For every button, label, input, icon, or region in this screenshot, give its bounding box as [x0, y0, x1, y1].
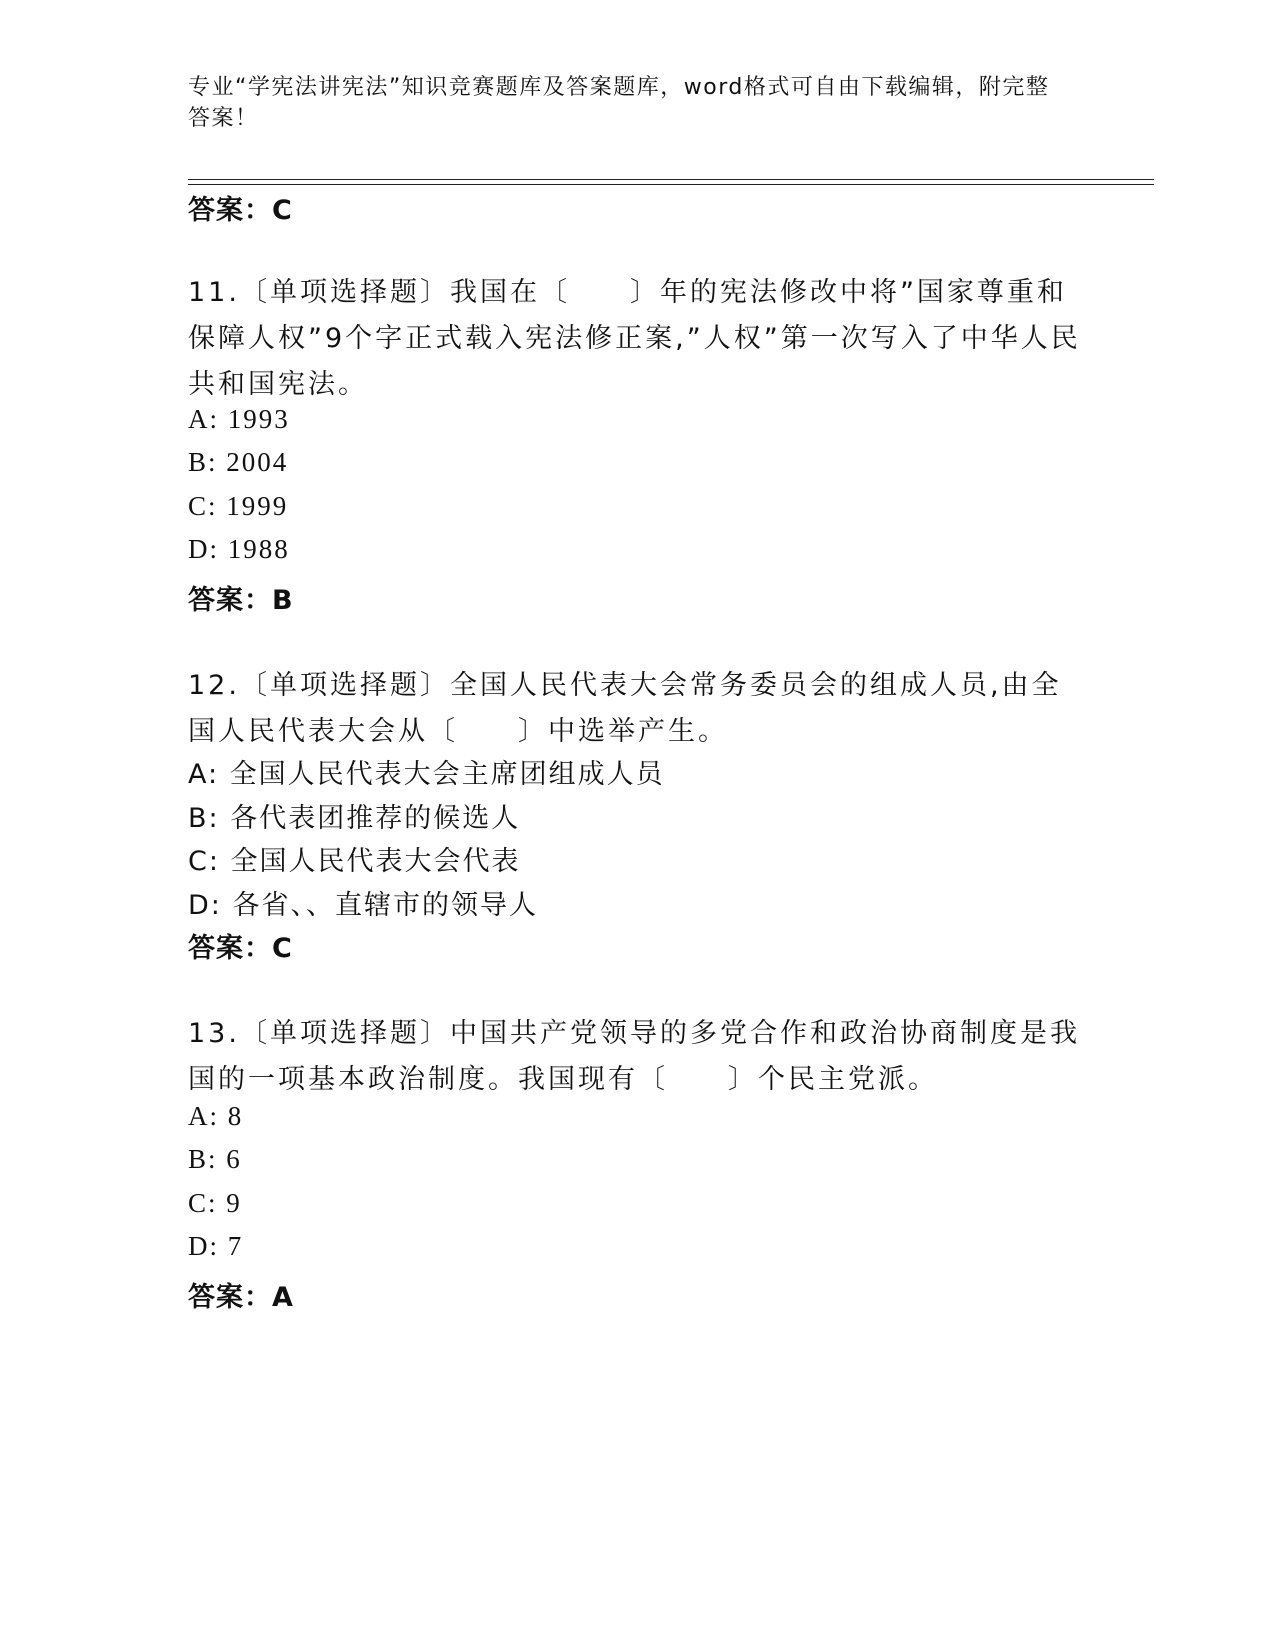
option-c: C: 9: [188, 1188, 242, 1218]
question-text: 11.〔单项选择题〕我国在〔 〕年的宪法修改中将”国家尊重和保障人权”9个字正式载入宪法修正案,”人权”第一次写入了中华人民共和国宪法。: [188, 277, 1081, 400]
option-d: D: 7: [188, 1231, 244, 1261]
answer-line: 答案：C: [188, 195, 293, 226]
option-d: D: 1988: [188, 534, 290, 564]
option-c: C: 全国人民代表大会代表: [188, 846, 521, 877]
header-rule-bottom: [188, 184, 1154, 185]
option-b: B: 各代表团推荐的候选人: [188, 803, 521, 834]
option-a: A: 1993: [188, 404, 290, 434]
answer-line: 答案：B: [188, 585, 294, 616]
document-header: 专业“学宪法讲宪法”知识竞赛题库及答案题库，word格式可自由下载编辑，附完整答案！: [188, 75, 1050, 131]
option-b: B: 2004: [188, 447, 289, 477]
question-text: 12.〔单项选择题〕全国人民代表大会常务委员会的组成人员,由全国人民代表大会从〔 〕中选举产生。: [188, 670, 1062, 747]
option-a: A: 全国人民代表大会主席团组成人员: [188, 759, 665, 790]
answer-line: 答案：C: [188, 933, 293, 964]
answer-line: 答案：A: [188, 1282, 294, 1313]
option-c: C: 1999: [188, 491, 289, 521]
option-a: A: 8: [188, 1101, 244, 1131]
option-d: D: 各省、、直辖市的领导人: [188, 890, 538, 921]
question-text: 13.〔单项选择题〕中国共产党领导的多党合作和政治协商制度是我国的一项基本政治制度。我国现有〔 〕个民主党派。: [188, 1018, 1080, 1095]
header-rule-top: [188, 179, 1154, 180]
option-b: B: 6: [188, 1144, 242, 1174]
